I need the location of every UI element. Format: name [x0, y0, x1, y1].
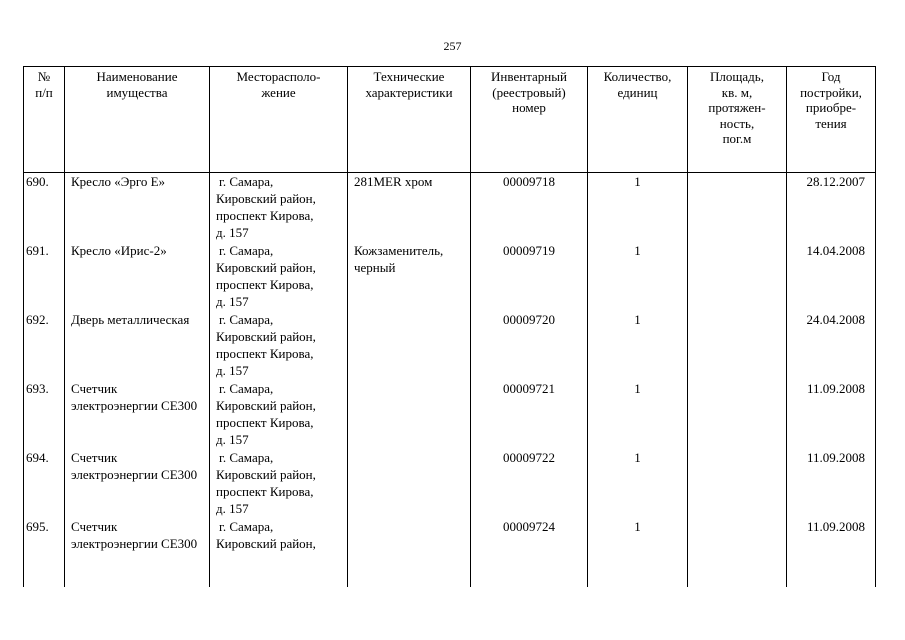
location-line: г. Самара, — [219, 243, 274, 258]
quantity: 1 — [588, 311, 688, 380]
inventory-number: 00009724 — [471, 518, 588, 587]
location-line: проспект Кирова, — [216, 415, 314, 430]
location-line: г. Самара, — [219, 312, 274, 327]
row-number: 693. — [24, 380, 65, 449]
header-line: (реестровый) — [492, 84, 566, 100]
inventory-number: 00009719 — [471, 242, 588, 311]
property-name: Счетчик электроэнергии СЕ300 — [65, 449, 210, 518]
technical-characteristics — [348, 449, 471, 518]
location-line: д. 157 — [216, 501, 249, 516]
property-location — [210, 173, 348, 243]
page-number: 257 — [443, 39, 462, 53]
header-line: протяжен- — [708, 100, 766, 115]
property-name: Кресло «Эрго Е» — [65, 173, 210, 243]
location-line: Кировский район, — [216, 398, 316, 413]
quantity: 1 — [588, 449, 688, 518]
inventory-number: 00009720 — [471, 311, 588, 380]
property-location — [210, 518, 348, 587]
header-line: приобре- — [805, 100, 857, 115]
header-inventory — [471, 67, 588, 173]
property-name: Дверь металлическая — [65, 311, 210, 380]
table-row — [24, 242, 876, 311]
quantity: 1 — [588, 380, 688, 449]
table-body — [24, 173, 876, 588]
acquisition-date: 14.04.2008 — [787, 242, 876, 311]
location-line: Кировский район, — [216, 329, 316, 344]
area — [688, 449, 787, 518]
location-line: проспект Кирова, — [216, 277, 314, 292]
table-row — [24, 311, 876, 380]
row-number: 695. — [24, 518, 65, 587]
location-line: проспект Кирова, — [216, 346, 314, 361]
inventory-number: 00009721 — [471, 380, 588, 449]
property-location — [210, 311, 348, 380]
header-line: Количество, — [603, 69, 672, 84]
acquisition-date: 24.04.2008 — [787, 311, 876, 380]
location-line: Кировский район, — [216, 536, 316, 551]
row-number: 691. — [24, 242, 65, 311]
location-line: г. Самара, — [219, 381, 274, 396]
property-location — [210, 380, 348, 449]
row-number: 690. — [24, 173, 65, 243]
location-line: Кировский район, — [216, 260, 316, 275]
property-location — [210, 242, 348, 311]
area — [688, 311, 787, 380]
header-line: Год — [821, 69, 841, 84]
property-registry-table — [23, 66, 876, 587]
location-line: г. Самара, — [219, 519, 274, 534]
header-line: тения — [815, 115, 847, 131]
table-row — [24, 518, 876, 587]
property-name: Счетчик электроэнергии СЕ300 — [65, 380, 210, 449]
header-line: Наименование — [96, 69, 178, 84]
location-line: г. Самара, — [219, 450, 274, 465]
quantity: 1 — [588, 173, 688, 243]
technical-characteristics: Кожзаменитель, черный — [348, 242, 471, 311]
area — [688, 173, 787, 243]
location-line: Кировский район, — [216, 467, 316, 482]
acquisition-date: 11.09.2008 — [787, 518, 876, 587]
header-line: единиц — [617, 84, 658, 100]
header-line: № — [37, 69, 51, 84]
technical-characteristics: 281MER хром — [348, 173, 471, 243]
header-area — [688, 67, 787, 173]
header-line: Инвентарный — [491, 69, 567, 84]
table-header-row — [24, 67, 876, 173]
header-line: Технические — [373, 69, 445, 84]
header-tech — [348, 67, 471, 173]
header-line: п/п — [35, 84, 53, 100]
location-line: проспект Кирова, — [216, 484, 314, 499]
inventory-number: 00009718 — [471, 173, 588, 243]
table-row — [24, 380, 876, 449]
inventory-number: 00009722 — [471, 449, 588, 518]
header-line: жение — [261, 84, 296, 100]
property-location — [210, 449, 348, 518]
area — [688, 518, 787, 587]
location-line: д. 157 — [216, 294, 249, 309]
row-number: 692. — [24, 311, 65, 380]
property-name: Кресло «Ирис-2» — [65, 242, 210, 311]
table-row — [24, 449, 876, 518]
location-line: Кировский район, — [216, 191, 316, 206]
header-line: Площадь, — [710, 69, 764, 84]
header-line: характеристики — [365, 84, 453, 100]
row-number: 694. — [24, 449, 65, 518]
header-location — [210, 67, 348, 173]
location-line: г. Самара, — [219, 174, 274, 189]
header-line: номер — [512, 100, 546, 115]
location-line: проспект Кирова, — [216, 208, 314, 223]
acquisition-date: 11.09.2008 — [787, 380, 876, 449]
acquisition-date: 28.12.2007 — [787, 173, 876, 243]
header-line: постройки, — [800, 84, 862, 100]
technical-characteristics — [348, 518, 471, 587]
header-name — [65, 67, 210, 173]
location-line: д. 157 — [216, 363, 249, 378]
header-line: кв. м, — [721, 84, 753, 100]
header-line: имущества — [106, 84, 168, 100]
location-line: д. 157 — [216, 432, 249, 447]
area — [688, 242, 787, 311]
location-line: д. 157 — [216, 225, 249, 240]
header-line: Месторасполо- — [236, 69, 321, 84]
property-name: Счетчик электроэнергии СЕ300 — [65, 518, 210, 587]
quantity: 1 — [588, 242, 688, 311]
header-num — [24, 67, 65, 173]
header-quantity — [588, 67, 688, 173]
technical-characteristics — [348, 311, 471, 380]
header-line: пог.м — [722, 131, 752, 146]
area — [688, 380, 787, 449]
header-year — [787, 67, 876, 173]
quantity: 1 — [588, 518, 688, 587]
table-row — [24, 173, 876, 243]
acquisition-date: 11.09.2008 — [787, 449, 876, 518]
technical-characteristics — [348, 380, 471, 449]
header-line: ность, — [719, 115, 755, 131]
